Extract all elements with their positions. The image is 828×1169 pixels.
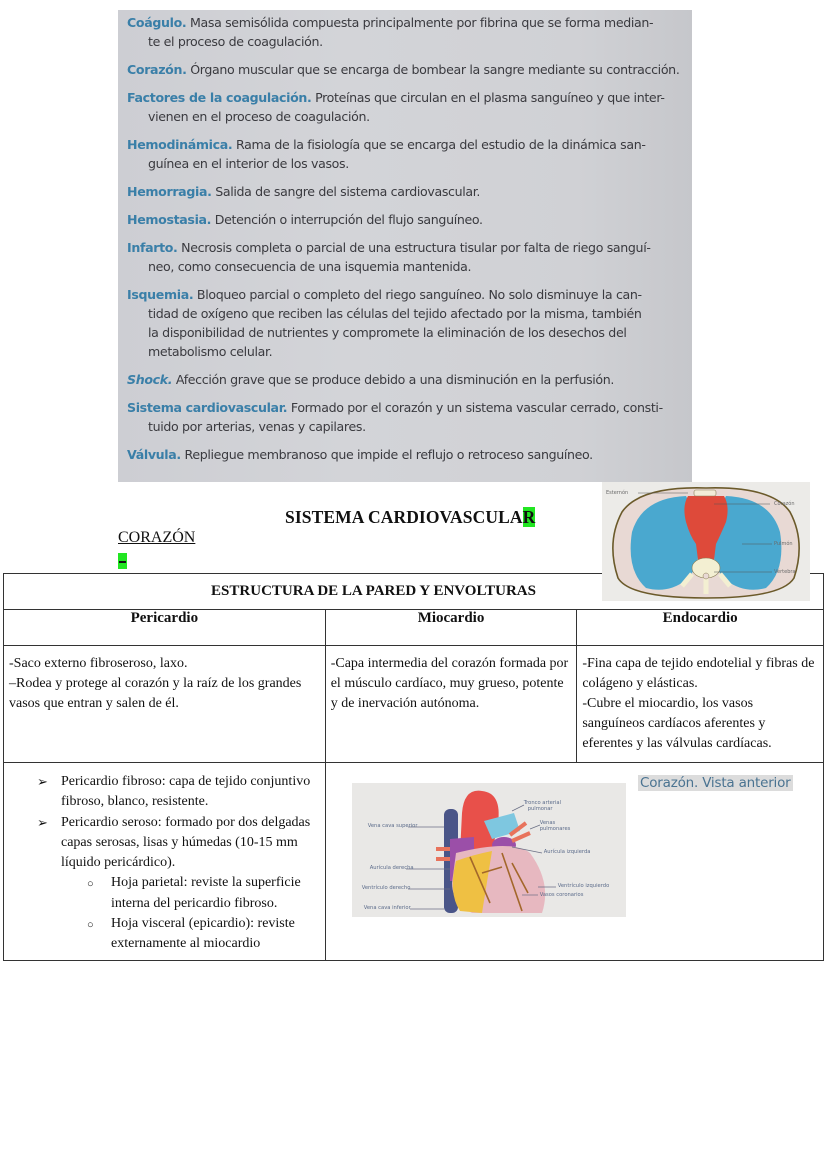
label-vasos-coronarios: Vasos coronarios (539, 892, 584, 898)
glossary-term: Infarto. (127, 240, 178, 255)
glossary-entry-factores (127, 88, 684, 126)
glossary-definition: Órgano muscular que se encarga de bombear la sangre mediante su contracción. (186, 62, 680, 77)
glossary-entry-coagulo (127, 13, 684, 51)
header-endocardio: Endocardio (577, 610, 824, 646)
glossary-entry-isquemia (127, 285, 684, 361)
cell-miocardio (325, 646, 577, 763)
glossary-definition: tuido por arterias, venas y capilares. (148, 419, 366, 434)
glossary-entry-corazon (127, 60, 684, 79)
cell-heart-figure (325, 763, 823, 961)
label-ventriculo-izquierdo: Ventrículo izquierdo (557, 883, 610, 889)
glossary-entry-shock (127, 370, 684, 389)
glossary-definition: la disponibilidad de nutrientes y compromete la eliminación de los desechos del (148, 325, 627, 340)
label-venas: Venas (539, 820, 556, 826)
glossary-definition: vienen en el proceso de coagulación. (148, 109, 370, 124)
glossary-term: Isquemia. (127, 287, 194, 302)
glossary-definition: te el proceso de coagulación. (148, 34, 323, 49)
heart-anterior-figure (352, 783, 626, 917)
label-tronco-arterial: Tronco arterial (523, 800, 562, 806)
glossary-entry-sistema-cardiovascular (127, 398, 684, 436)
glossary-entry-hemodinamica (127, 135, 684, 173)
section-heading: CORAZÓN (118, 529, 196, 546)
glossary-term: Shock. (127, 372, 173, 387)
glossary-definition: tidad de oxígeno que reciben las células del tejido afectado por la misma, también (148, 306, 642, 321)
sub-bullet-list (61, 873, 321, 954)
highlighted-letter: R (522, 507, 536, 527)
glossary-definition: Rama de la fisiología que se encarga del estudio de la dinámica san- (232, 137, 646, 152)
heart-figure-caption: Corazón. Vista anterior (640, 775, 791, 791)
glossary-definition: Detención o interrupción del flujo sanguíneo. (211, 212, 483, 227)
glossary-term: Hemostasia. (127, 212, 212, 227)
cell-text: -Saco externo fibroseroso, laxo. (9, 656, 188, 671)
glossary-photo (118, 10, 692, 482)
glossary-definition: Formado por el corazón y un sistema vascular cerrado, consti- (287, 400, 663, 415)
glossary-term: Hemorragia. (127, 184, 212, 199)
glossary-definition: metabolismo celular. (148, 344, 273, 359)
header-miocardio: Miocardio (325, 610, 577, 646)
list-item: ○ Hoja visceral (epicardio): reviste externamente al miocardio (87, 914, 321, 955)
glossary-term: Hemodinámica. (127, 137, 233, 152)
glossary-term: Válvula. (127, 447, 181, 462)
cell-pericardio (4, 646, 326, 763)
glossary-entry-hemorragia (127, 182, 684, 201)
list-item: ○ Hoja parietal: reviste la superficie interna del pericardio fibroso. (87, 873, 321, 914)
glossary-definition: neo, como consecuencia de una isquemia mantenida. (148, 259, 472, 274)
highlight-marker (118, 553, 127, 569)
glossary-entry-valvula (127, 445, 684, 464)
label-esternon: Esternón (606, 490, 629, 496)
list-item: ➢ Pericardio seroso: formado por dos delgadas capas serosas, lisas y húmedas (10-15 mm líquido pericárdico). ○ Hoja parietal: reviste la superficie interna del pericardio fibroso. ○ Hoja visceral (epicardio): reviste externamente al miocardio (37, 813, 321, 955)
header-pericardio: Pericardio (4, 610, 326, 646)
glossary-definition: Afección grave que se produce debido a una disminución en la perfusión. (172, 372, 615, 387)
pericardio-bullet-list (4, 763, 325, 955)
glossary-entry-hemostasia (127, 210, 684, 229)
glossary-definition: Repliegue membranoso que impide el reflujo o retroceso sanguíneo. (180, 447, 593, 462)
label-ventriculo-derecho: Ventrículo derecho (361, 885, 411, 891)
label-corazon: Corazón (774, 501, 795, 507)
list-item: ➢ Pericardio fibroso: capa de tejido conjuntivo fibroso, blanco, resistente. (37, 772, 321, 813)
glossary-term: Factores de la coagulación. (127, 90, 312, 105)
label-vena-cava-superior: Vena cava superior (367, 823, 418, 829)
label-pulmonares: pulmonares (539, 826, 571, 832)
label-vertebra: Vértebra (774, 569, 796, 575)
glossary-definition: guínea en el interior de los vasos. (148, 156, 349, 171)
label-auricula-derecha: Aurícula derecha (369, 865, 414, 871)
glossary-entry-infarto (127, 238, 684, 276)
glossary-definition: Bloqueo parcial o completo del riego sanguíneo. No solo disminuye la can- (193, 287, 642, 302)
glossary-definition: Necrosis completa o parcial de una estructura tisular por falta de riego sanguí- (177, 240, 651, 255)
cell-text: -Capa intermedia del corazón formada por el músculo cardíaco, muy grueso, potente y de inervación autónoma. (330, 656, 569, 711)
glossary-definition: Salida de sangre del sistema cardiovascular. (211, 184, 481, 199)
label-pulmonar: pulmonar (527, 806, 553, 812)
glossary-term: Coágulo. (127, 15, 187, 30)
glossary-term: Corazón. (127, 62, 187, 77)
glossary-definition: Masa semisólida compuesta principalmente por fibrina que se forma median- (186, 15, 654, 30)
cell-endocardio (577, 646, 824, 763)
cell-text: -Cubre el miocardio, los vasos sanguíneos cardíacos aferentes y eferentes y las válvulas cardíacas. (582, 696, 772, 751)
glossary-definition: Proteínas que circulan en el plasma sanguíneo y que inter- (311, 90, 665, 105)
label-pulmon: Pulmón (774, 541, 793, 547)
glossary-term: Sistema cardiovascular. (127, 400, 288, 415)
thorax-cross-section-figure (602, 482, 810, 601)
label-vena-cava-inferior: Vena cava inferior (363, 905, 411, 911)
cell-pericardio-layers (4, 763, 326, 961)
table-title: ESTRUCTURA DE LA PARED Y ENVOLTURAS (4, 574, 824, 610)
cell-text: –Rodea y protege al corazón y la raíz de los grandes vasos que entran y salen de él. (9, 676, 302, 711)
structure-table (3, 573, 824, 961)
label-auricula-izquierda: Aurícula izquierda (543, 849, 591, 855)
page-title: SISTEMA CARDIOVASCULAR (285, 507, 536, 527)
cell-text: -Fina capa de tejido endotelial y fibras de colágeno y elásticas. (582, 656, 815, 691)
